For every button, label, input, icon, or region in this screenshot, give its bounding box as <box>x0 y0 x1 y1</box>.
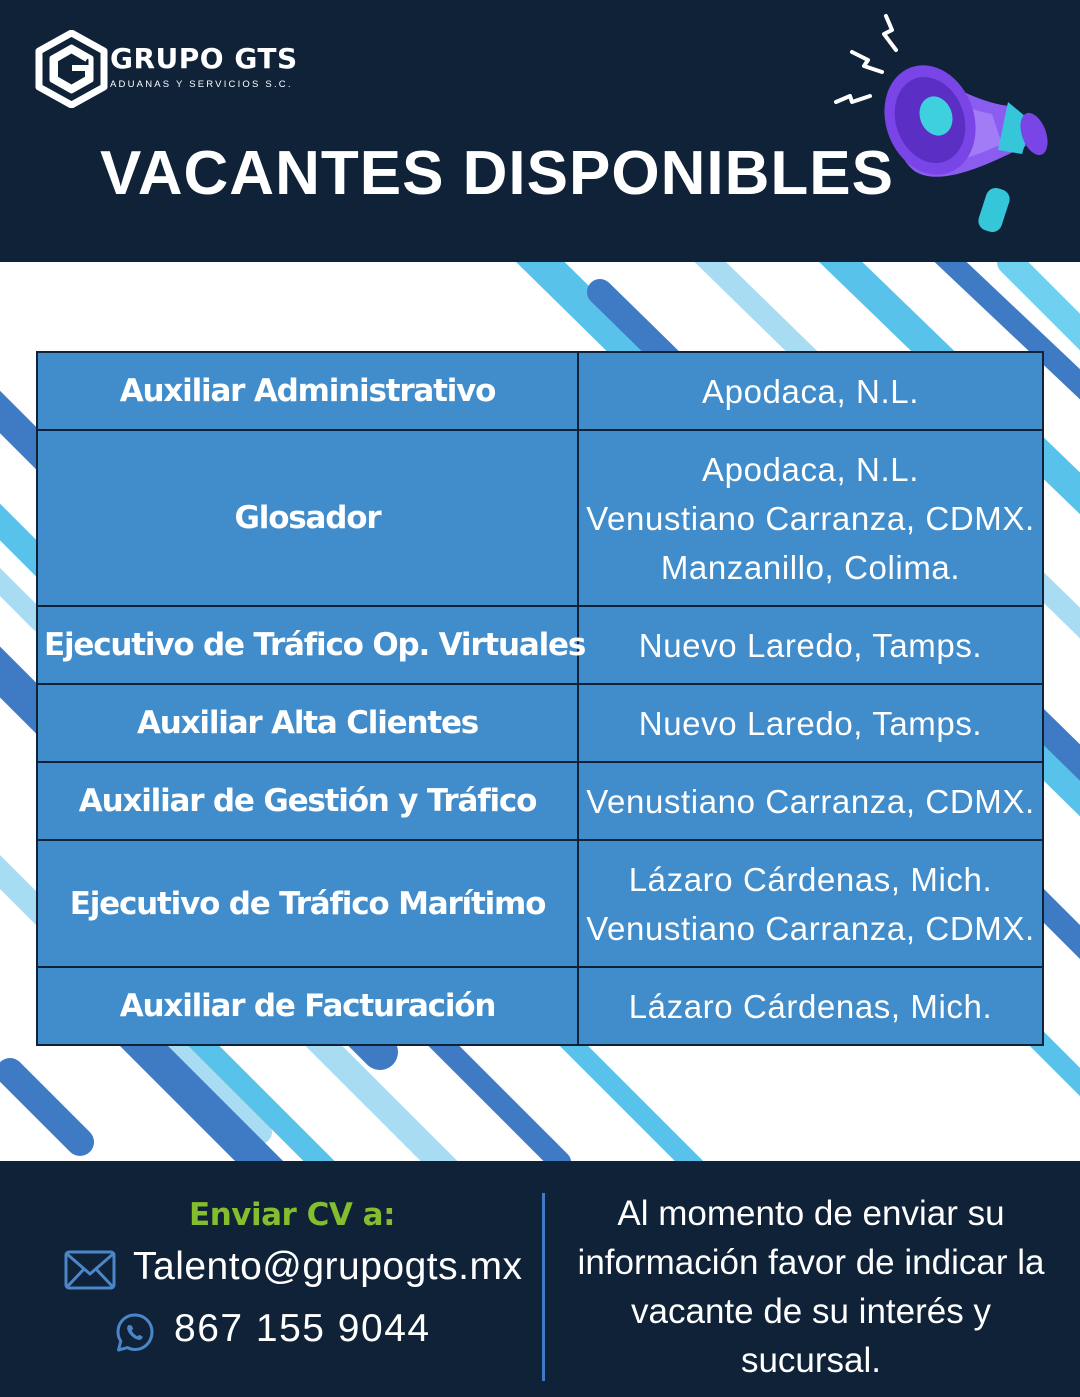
application-note: Al momento de enviar su información favor de indicar la vacante de su interés y sucursal. <box>577 1194 1045 1380</box>
vacancy-location: Venustiano Carranza, CDMX. <box>586 499 1035 537</box>
vacancy-row <box>37 840 1043 967</box>
vacancy-location: Venustiano Carranza, CDMX. <box>586 909 1035 947</box>
brand-name: GRUPO GTS <box>110 42 298 75</box>
vacancy-location: Nuevo Laredo, Tamps. <box>638 704 983 742</box>
vacancy-location: Apodaca, N.L. <box>702 372 919 410</box>
vacancy-row <box>37 967 1043 1045</box>
vacancy-position: Glosador <box>37 430 578 606</box>
page-title: VACANTES DISPONIBLES <box>100 139 894 208</box>
vacancy-location: Apodaca, N.L. <box>702 450 919 488</box>
footer <box>0 1161 1080 1397</box>
vacancy-position: Auxiliar de Gestión y Tráfico <box>37 762 578 840</box>
vacancy-position: Auxiliar Administrativo <box>37 352 578 430</box>
megaphone-icon <box>826 10 1056 242</box>
send-cv-label: Enviar CV a: <box>189 1197 395 1233</box>
vacancy-location: Nuevo Laredo, Tamps. <box>638 626 983 664</box>
vacancy-locations <box>578 430 1043 606</box>
vacancy-locations <box>578 840 1043 967</box>
gts-logo-icon <box>34 30 109 108</box>
vacancy-locations <box>578 606 1043 684</box>
vacancy-row <box>37 606 1043 684</box>
vacancy-position: Ejecutivo de Tráfico Marítimo <box>37 840 578 967</box>
vacancies-table <box>36 351 1044 1046</box>
vacancy-position: Auxiliar Alta Clientes <box>37 684 578 762</box>
whatsapp-icon <box>114 1312 156 1354</box>
envelope-icon <box>64 1250 116 1290</box>
vacancy-locations <box>578 967 1043 1045</box>
phone-number[interactable]: 867 155 9044 <box>174 1307 431 1350</box>
vacancy-position: Ejecutivo de Tráfico Op. Virtuales <box>37 606 578 684</box>
vacancy-locations <box>578 352 1043 430</box>
vacancy-row <box>37 762 1043 840</box>
vacancy-location: Lázaro Cárdenas, Mich. <box>628 987 993 1025</box>
footer-divider <box>542 1193 545 1381</box>
vacancy-locations <box>578 762 1043 840</box>
brand-tagline: ADUANAS Y SERVICIOS S.C. <box>110 79 293 90</box>
vacancy-location: Manzanillo, Colima. <box>660 548 961 586</box>
vacancy-location: Venustiano Carranza, CDMX. <box>586 782 1035 820</box>
vacancy-row <box>37 352 1043 430</box>
vacancy-position: Auxiliar de Facturación <box>37 967 578 1045</box>
vacancy-locations <box>578 684 1043 762</box>
vacancy-row <box>37 684 1043 762</box>
email-link[interactable]: Talento@grupogts.mx <box>133 1245 523 1288</box>
vacancy-location: Lázaro Cárdenas, Mich. <box>628 860 993 898</box>
vacancy-row <box>37 430 1043 606</box>
header <box>0 0 1080 262</box>
